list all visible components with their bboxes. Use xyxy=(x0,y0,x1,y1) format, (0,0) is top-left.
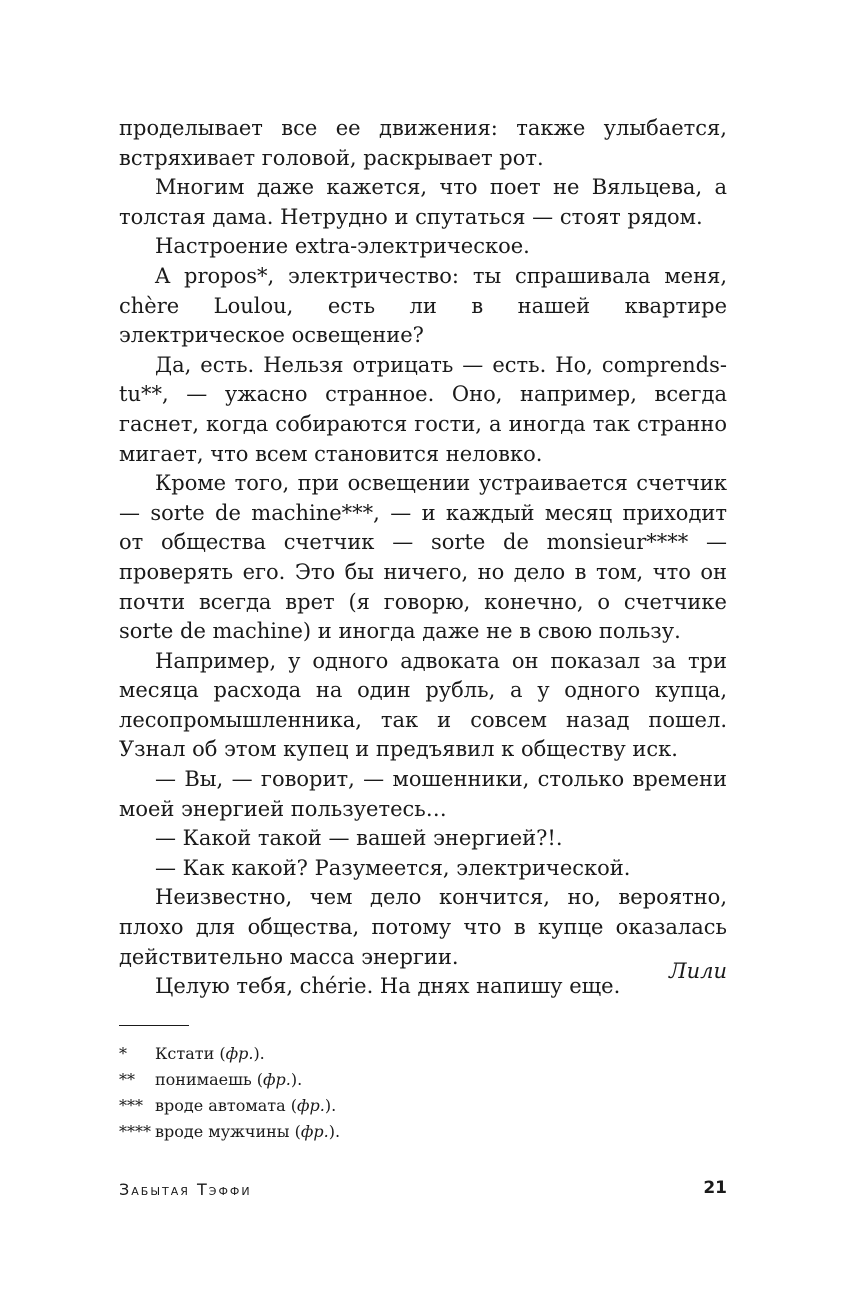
footnote-language: фр. xyxy=(297,1096,325,1115)
footnote xyxy=(119,1093,719,1119)
paragraph: Многим даже кажется, что поет не Вяльцева, а толстая дама. Нетрудно и спутаться — стоят рядом. xyxy=(119,175,727,229)
paragraph: — Как какой? Разумеется, электрической. xyxy=(155,855,631,880)
footnote-text: вроде мужчины (фр.). xyxy=(155,1122,341,1141)
footnote-mark: **** xyxy=(119,1122,151,1141)
body-text xyxy=(119,114,727,1002)
footnote-translation: вроде мужчины xyxy=(155,1122,290,1141)
footnote-divider xyxy=(119,1025,189,1026)
letter-signature: Лили xyxy=(669,959,727,983)
paragraph: Настроение extra-электрическое. xyxy=(155,234,530,259)
footnote-text: вроде автомата (фр.). xyxy=(155,1096,337,1115)
page-number: 21 xyxy=(703,1178,727,1198)
footnote-close: ). xyxy=(253,1044,265,1063)
footnote xyxy=(119,1067,719,1093)
paragraph: A propos*, электричество: ты спрашивала меня, chère Loulou, есть ли в нашей квартире электрическое освещение? xyxy=(119,263,727,348)
footnote-mark: ** xyxy=(119,1070,135,1089)
footnote xyxy=(119,1119,719,1145)
footnote-language: фр. xyxy=(225,1044,254,1063)
footnote-mark: * xyxy=(119,1044,127,1063)
footnotes xyxy=(119,1041,719,1145)
footnote-translation: Кстати xyxy=(155,1044,215,1063)
paragraph: Кроме того, при освещении устраивается счетчик — sorte de machine***, — и каждый месяц приходит от общества счетчик — sorte de monsieur**** — проверять его. Это бы ничего, но дело в том, что он почти всегда врет (я говорю, конечно, о счетчике sorte de machine) и иногда даже не в свою пользу. xyxy=(119,471,727,644)
footnote-language: фр. xyxy=(300,1122,329,1141)
footnote-close: ). xyxy=(324,1096,337,1115)
running-title: Забытая Тэффи xyxy=(119,1180,252,1199)
paragraph: Неизвестно, чем дело кончится, но, вероятно, плохо для общества, потому что в купце оказалась действительно масса энергии. xyxy=(119,885,727,969)
footnote-close: ). xyxy=(290,1070,303,1089)
paragraph: Да, есть. Нельзя отрицать — есть. Но, comprends-tu**, — ужасно странное. Оно, например, всегда гаснет, когда собираются гости, а иногда так странно мигает, что всем становится неловко. xyxy=(119,352,727,466)
footnote-translation: вроде автомата xyxy=(155,1096,286,1115)
paragraph: — Какой такой — вашей энергией?!. xyxy=(155,826,563,851)
footnote xyxy=(119,1041,719,1067)
footnote-translation: понимаешь xyxy=(155,1070,252,1089)
footnote-language: фр. xyxy=(263,1070,291,1089)
footnote-mark: *** xyxy=(119,1096,143,1115)
paragraph: Например, у одного адвоката он показал за три месяца расхода на один рубль, а у одного купца, лесопромышленника, так и совсем назад пошел. Узнал об этом купец и предъявил к обществу иск. xyxy=(119,648,727,762)
paragraph: Целую тебя, chérie. На днях напишу еще. xyxy=(155,974,621,999)
paragraph: — Вы, — говорит, — мошенники, столько времени моей энергией пользуетесь… xyxy=(119,767,727,821)
paragraph: проделывает все ее движения: также улыбается, встряхивает головой, раскрывает рот. xyxy=(119,116,727,170)
footnote-text: Кстати (фр.). xyxy=(155,1044,265,1063)
footnote-close: ). xyxy=(328,1122,341,1141)
footnote-text: понимаешь (фр.). xyxy=(155,1070,303,1089)
